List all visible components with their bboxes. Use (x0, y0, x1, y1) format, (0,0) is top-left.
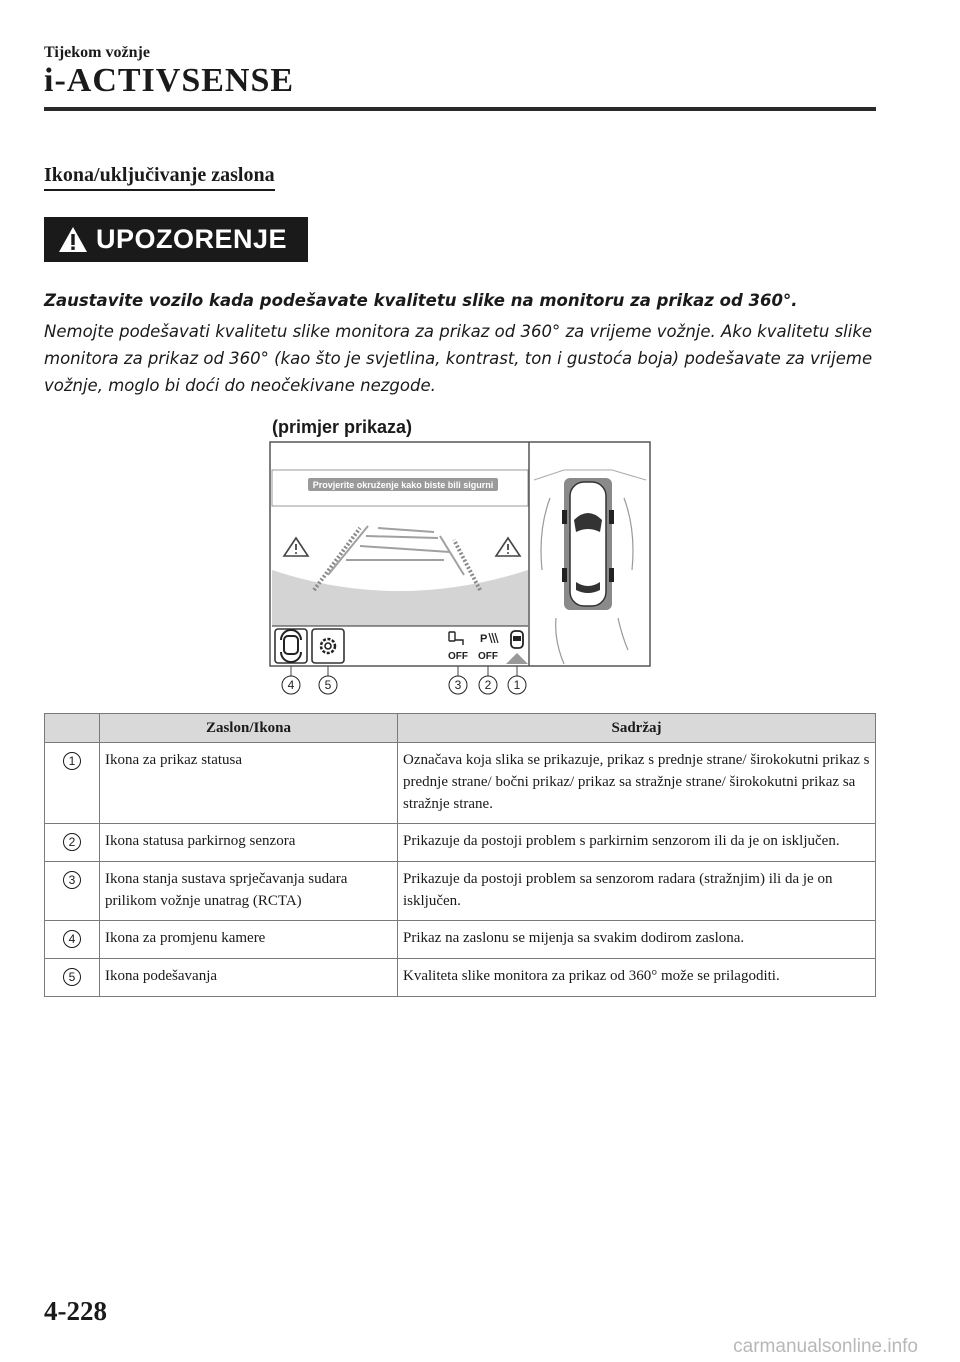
callout-5: 5 (324, 678, 332, 692)
row-number: 3 (63, 871, 81, 889)
table-header-content: Sadržaj (398, 714, 876, 743)
table-header-icon: Zaslon/Ikona (100, 714, 398, 743)
table-header-num (45, 714, 100, 743)
svg-text:P: P (480, 633, 488, 645)
row-name: Ikona statusa parkirnog senzora (100, 824, 398, 862)
table-header-row (45, 714, 876, 743)
row-desc: Kvaliteta slike monitora za prikaz od 360° može se prilagoditi. (398, 959, 876, 997)
icon-table (44, 713, 876, 997)
row-name: Ikona za prikaz statusa (100, 743, 398, 824)
page-title: i-ACTIVSENSE (44, 62, 295, 99)
camera-switch-button[interactable] (275, 629, 307, 663)
table-row (45, 862, 876, 921)
figure-caption: (primjer prikaza) (272, 417, 413, 437)
parking-off-label: OFF (478, 651, 498, 662)
row-number: 5 (63, 968, 81, 986)
watermark: carmanualsonline.info (733, 1336, 918, 1357)
warning-banner (44, 217, 308, 262)
callout-2: 2 (484, 678, 492, 692)
display-figure (268, 440, 653, 703)
row-number: 2 (63, 833, 81, 851)
row-name: Ikona za promjenu kamere (100, 921, 398, 959)
page-number: 4-228 (44, 1296, 107, 1326)
row-desc: Prikaz na zaslonu se mijenja sa svakim dodirom zaslona. (398, 921, 876, 959)
table-row (45, 921, 876, 959)
settings-button[interactable] (312, 629, 344, 663)
table-row (45, 959, 876, 997)
breadcrumb: Tijekom vožnje (44, 44, 150, 61)
row-number: 4 (63, 930, 81, 948)
title-divider (44, 107, 876, 111)
row-name: Ikona podešavanja (100, 959, 398, 997)
warning-body: Nemojte podešavati kvalitetu slike monitora za prikaz od 360° za vrijeme vožnje. Ako kvalitetu slike monitora za prikaz od 360° (kao što je svjetlina, kontrast, ton i gustoća boja) podešavate za vrijeme vožnje, moglo bi doći do neočekivane nezgode. (44, 322, 873, 395)
row-number: 1 (63, 752, 81, 770)
warning-bold-line: Zaustavite vozilo kada podešavate kvalitetu slike na monitoru za prikaz od 360°. (44, 291, 798, 310)
row-desc: Označava koja slika se prikazuje, prikaz s prednje strane/ širokokutni prikaz s prednje strane/ bočni prikaz/ prikaz sa stražnje strane/ širokokutni prikaz sa stražnje strane. (398, 743, 876, 824)
screen-banner: Provjerite okruženje kako biste bili sigurni (312, 480, 494, 490)
table-row (45, 824, 876, 862)
callout-4: 4 (287, 678, 295, 692)
callout-leaders (291, 666, 517, 676)
rcta-off-label: OFF (448, 651, 468, 662)
row-desc: Prikazuje da postoji problem sa senzorom radara (stražnjim) ili da je on isključen. (398, 862, 876, 921)
warning-triangle-icon (58, 226, 88, 253)
row-desc: Prikazuje da postoji problem s parkirnim senzorom ili da je on isključen. (398, 824, 876, 862)
section-heading: Ikona/uključivanje zaslona (44, 164, 275, 191)
table-row (45, 743, 876, 824)
callout-3: 3 (454, 678, 462, 692)
warning-label: UPOZORENJE (96, 224, 288, 254)
row-name: Ikona stanja sustava sprječavanja sudara prilikom vožnje unatrag (RCTA) (100, 862, 398, 921)
callout-1: 1 (513, 678, 521, 692)
